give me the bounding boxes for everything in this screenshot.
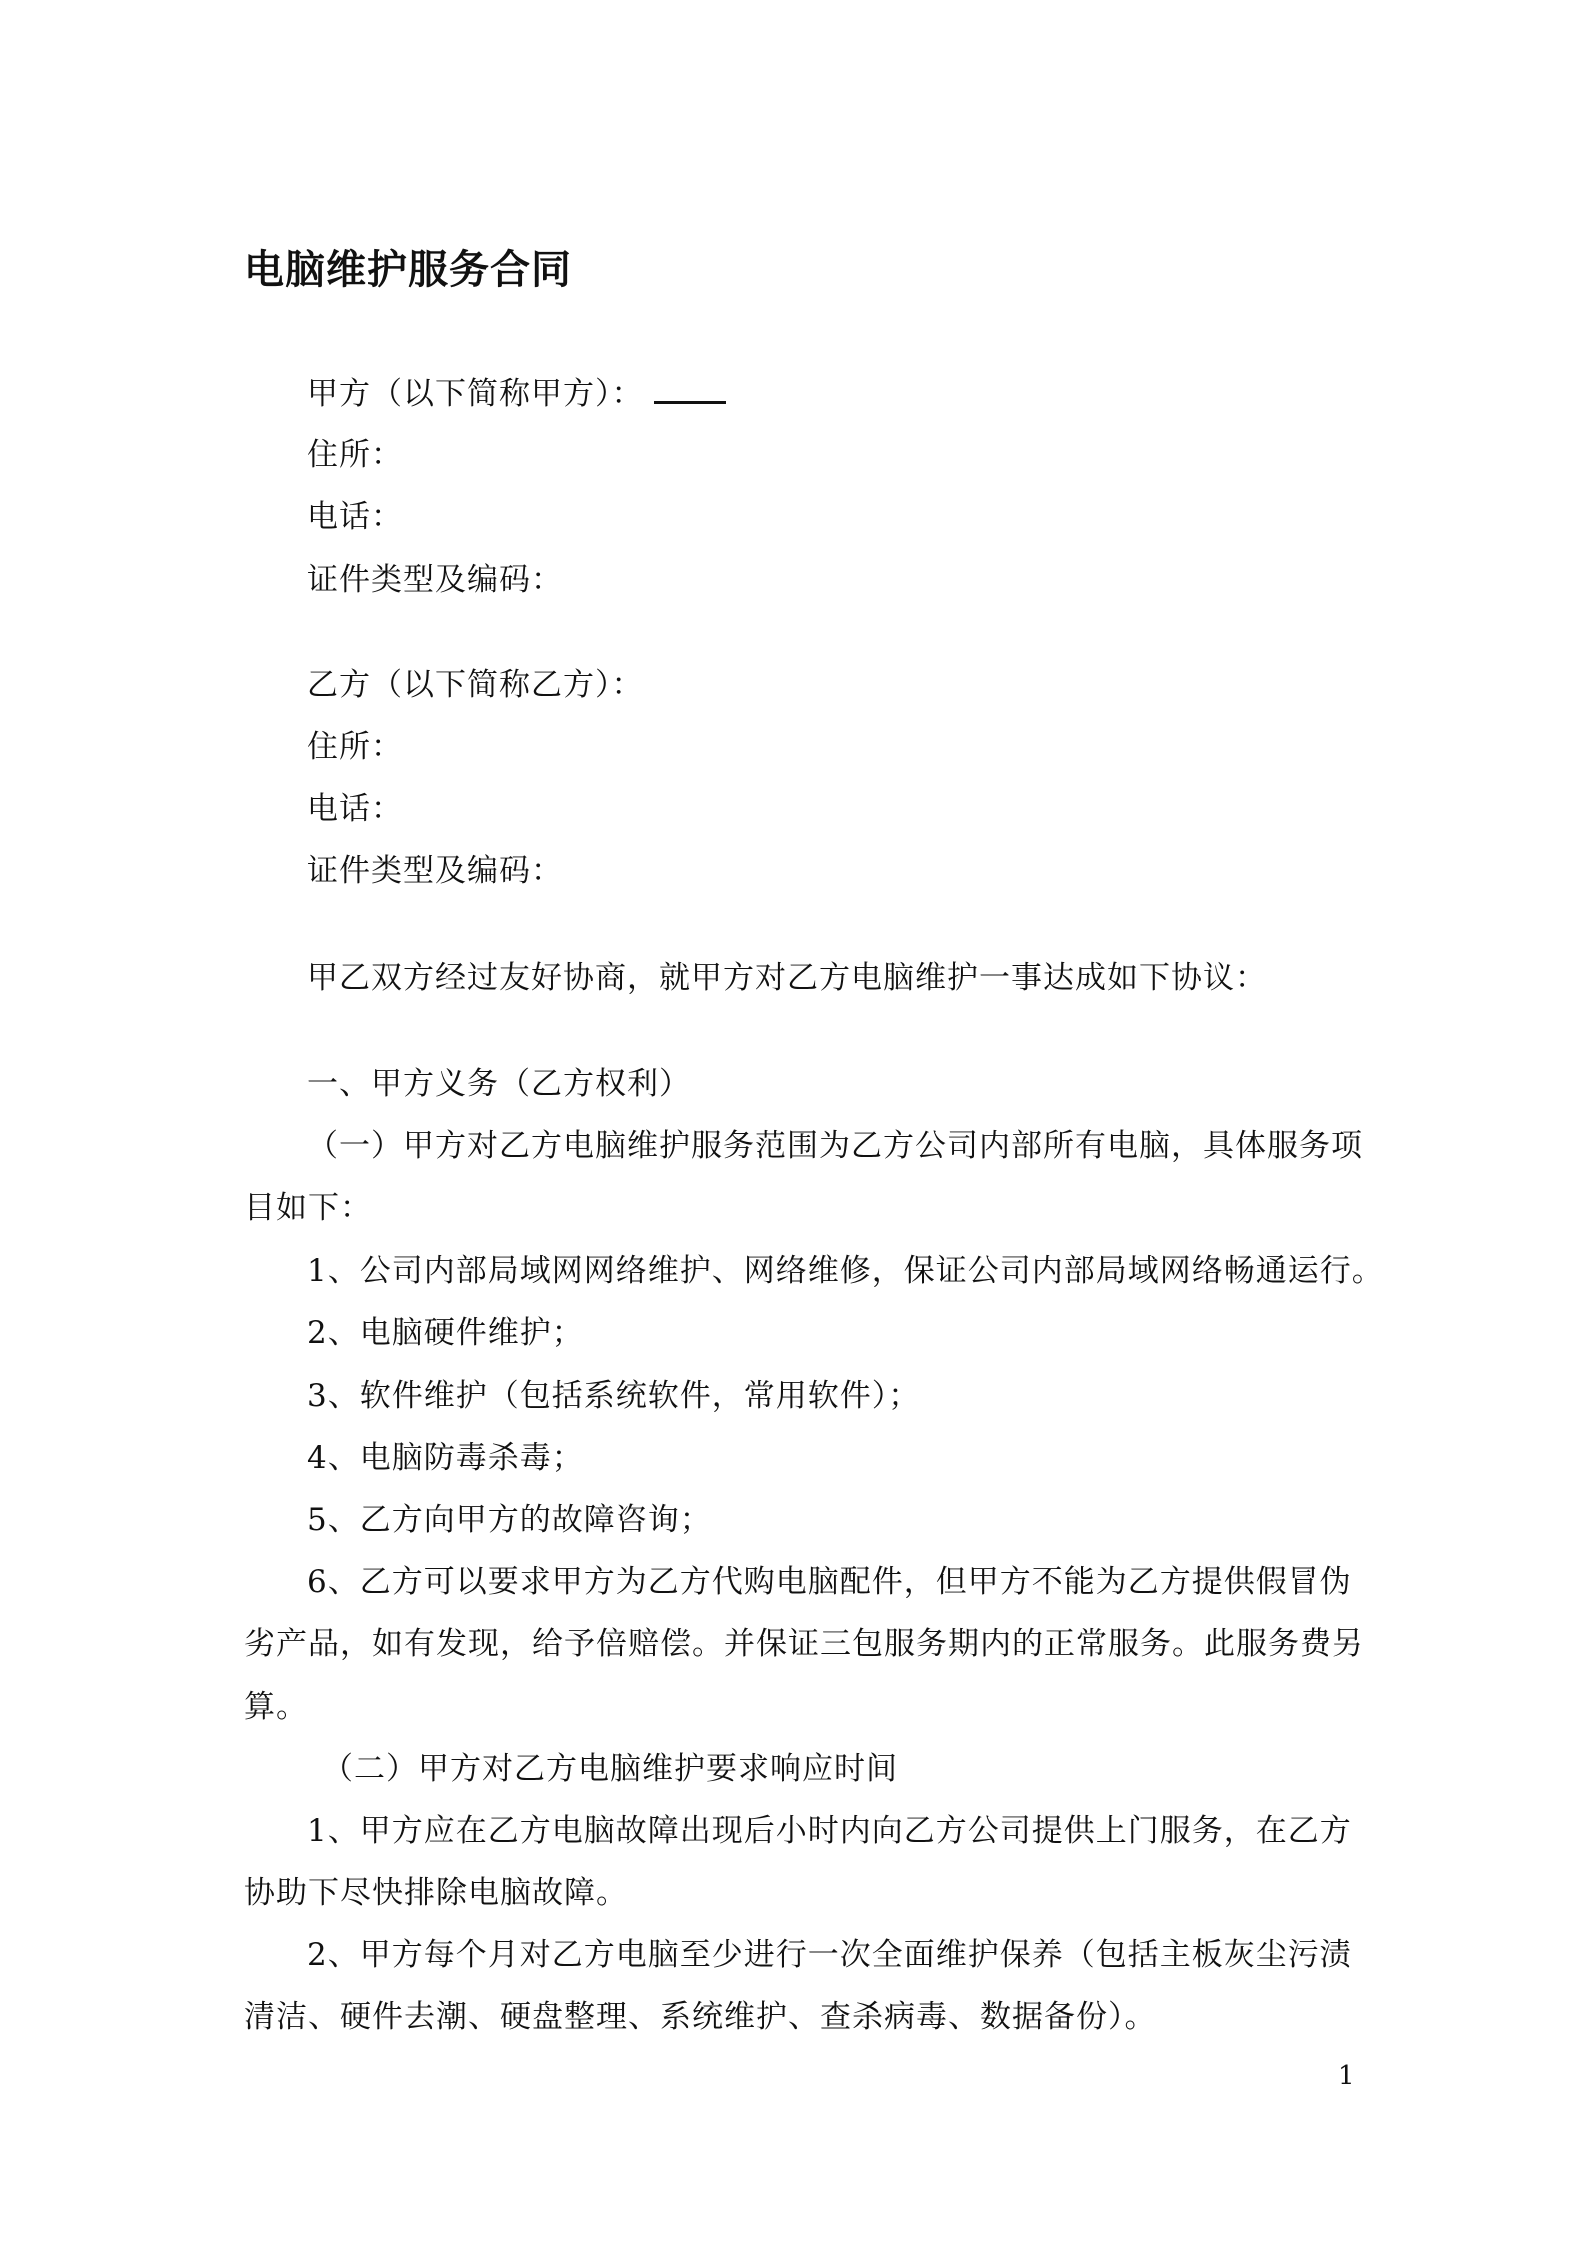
party-a-name-blank [654,375,726,404]
list-item-6-line2: 劣产品，如有发现，给予倍赔偿。并保证三包服务期内的正常服务。此服务费另 [244,1626,1364,1662]
party-b-address-label: 住所： [307,729,403,765]
section-1-sub2-heading: （二）甲方对乙方电脑维护要求响应时间 [322,1751,898,1787]
sub2-item-1-line1: 1、甲方应在乙方电脑故障出现后小时内向乙方公司提供上门服务，在乙方 [307,1813,1352,1849]
page-number: 1 [1338,2061,1355,2091]
list-item-3: 3、软件维护（包括系统软件，常用软件）； [307,1378,921,1414]
section-1-sub1-line2: 目如下： [244,1190,372,1226]
party-a-address-label: 住所： [307,437,403,473]
agreement-intro: 甲乙双方经过友好协商，就甲方对乙方电脑维护一事达成如下协议： [307,960,1267,996]
party-a-name-line [307,368,726,413]
section-1-heading: 一、甲方义务（乙方权利） [307,1066,691,1102]
list-item-6-line1: 6、乙方可以要求甲方为乙方代购电脑配件，但甲方不能为乙方提供假冒伪 [307,1564,1352,1600]
sub2-item-2-line2: 清洁、硬件去潮、硬盘整理、系统维护、查杀病毒、数据备份）。 [244,1999,1157,2035]
list-item-2: 2、电脑硬件维护； [307,1315,584,1351]
party-b-id-label: 证件类型及编码： [307,853,563,889]
list-item-5: 5、乙方向甲方的故障咨询； [307,1502,712,1538]
party-b-phone-label: 电话： [307,791,403,827]
sub2-item-1-line2: 协助下尽快排除电脑故障。 [244,1875,628,1911]
list-item-1: 1、公司内部局域网网络维护、网络维修，保证公司内部局域网络畅通运行。 [307,1253,1384,1289]
section-1-sub1-line1: （一）甲方对乙方电脑维护服务范围为乙方公司内部所有电脑，具体服务项 [307,1128,1363,1164]
party-a-id-label: 证件类型及编码： [307,562,563,598]
list-item-4: 4、电脑防毒杀毒； [307,1440,584,1476]
sub2-item-2-line1: 2、甲方每个月对乙方电脑至少进行一次全面维护保养（包括主板灰尘污渍 [307,1937,1352,1973]
document-title: 电脑维护服务合同 [244,246,572,293]
party-a-phone-label: 电话： [307,499,403,535]
party-b-name-label: 乙方（以下简称乙方）： [307,667,644,703]
party-a-name-label: 甲方（以下简称甲方）： [307,376,644,412]
list-item-6-line3: 算。 [244,1689,308,1725]
